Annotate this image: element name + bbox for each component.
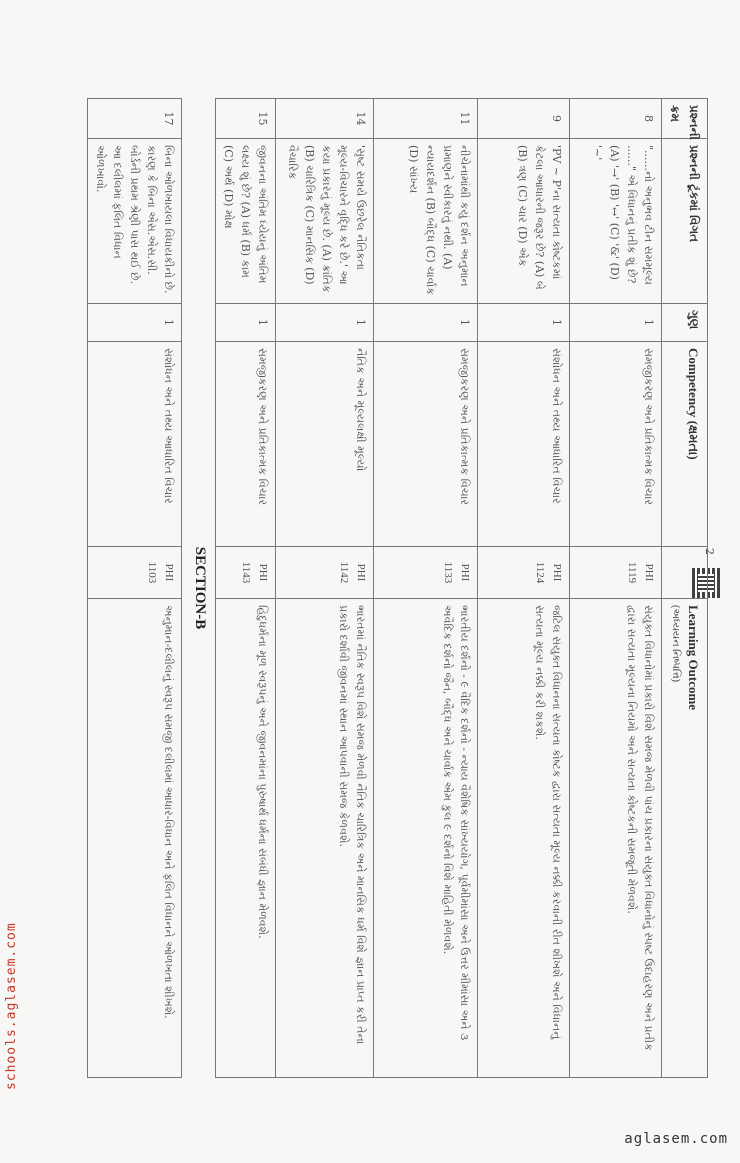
- table-row: [215, 99, 275, 1078]
- question-table-section-a: [215, 98, 708, 1078]
- row-outcome: હિંદુધર્મના મૂળ સ્વરૂપનું અને જીવનમાંના પુરુષાર્થ ધર્મના સંબંધી જ્ઞાન મેળવશે.: [215, 599, 275, 1078]
- page-number: 2: [703, 548, 716, 555]
- table-row: [373, 99, 477, 1078]
- header-competency: Competency (ક્ષમતા): [661, 342, 707, 547]
- row-competency: સંશોધન અને તથ્ય આધારિત વિચાર: [87, 342, 181, 547]
- header-qno: પ્રશ્નની ક્રમ: [661, 99, 707, 139]
- row-code: PHI 1142: [275, 547, 373, 599]
- row-outcome: જટિલ સંયુક્ત વિધાનના સત્યતા કોષ્ટક દ્વારા સત્યતા મૂલ્ય નક્કી કરવાની રીત શીખશે અને વિધાનનું સત્યતા મૂલ્ય નક્કી કરી શકશે.: [477, 599, 569, 1078]
- header-code: [661, 547, 707, 599]
- row-competency: નૈતિક અને મૂલ્યલક્ષી મૂલ્યો: [275, 342, 373, 547]
- row-competency: સમજીકરણ અને પ્રતિકાત્મક વિચાર: [373, 342, 477, 547]
- header-marks: ગુણ: [661, 304, 707, 342]
- side-watermark: schools.aglasem.com: [4, 922, 19, 1090]
- table-row: [275, 99, 373, 1078]
- row-marks: 1: [373, 304, 477, 342]
- row-marks: 1: [275, 304, 373, 342]
- row-marks: 1: [477, 304, 569, 342]
- header-lo-sub: (અધ્યયન નિષ્પત્તિ): [669, 605, 681, 683]
- row-code: PHI 1124: [477, 547, 569, 599]
- row-competency: સમજીકરણ અને પ્રતિકાત્મક વિચાર: [569, 342, 661, 547]
- row-marks: 1: [215, 304, 275, 342]
- row-qno: 17: [87, 99, 181, 139]
- row-qno: 11: [373, 99, 477, 139]
- header-lo-title: Learning Outcome: [686, 605, 701, 711]
- row-outcome: ભારતમાં નૈતિક સ્વરૂપ વિશે સમજ મેળવી નૈતિક ચારિત્રિક અને માનસિક ધર્મ વિશે જ્ઞાન પ્રાપ્ત કરી તેના પ્રકારો દર્શાવી જીવનમાં સ્થાન આપવાની સમજ કેળવશે.: [275, 599, 373, 1078]
- row-marks: 1: [87, 304, 181, 342]
- row-question: બિના ઓળખાયલા વિધાયકીનો છે. કારણ કે બિના એસ.એસ.સી. બોર્ડની પ્રથમ શ્રેણી પાસ થઈ છે. આ દલીલમાં ફલિત વિધાન ઓળખાવો.: [87, 139, 181, 304]
- row-code: PHI 1133: [373, 547, 477, 599]
- table-row: [87, 99, 181, 1078]
- row-competency: સમજીકરણ અને પ્રતિકાત્મક વિચાર: [215, 342, 275, 547]
- rotated-page-content: [93, 98, 708, 1078]
- row-question: જીવનના અંતિમ ધ્યેયનું અંતિમ લક્ષ્ય શું છે? (A) ધર્મ (B) કામ (C) અર્થ (D) મોક્ષ: [215, 139, 275, 304]
- table-row: [477, 99, 569, 1078]
- bottom-watermark: aglasem.com: [624, 1131, 728, 1147]
- row-marks: 1: [569, 304, 661, 342]
- section-b-heading: SECTION-B: [192, 546, 208, 630]
- row-code: PHI 1103: [87, 547, 181, 599]
- header-question: પ્રશ્નની ટૂંકમાં વિગત: [661, 139, 707, 304]
- row-question: નીચેનામાંથી કયું દર્શન અનુમાન પ્રમાણને સ્વીકારતું નથી. (A) ન્યાયદર્શન (B) બૌદ્ધ (C) ચાર્વાક (D) સાંખ્ય: [373, 139, 477, 304]
- row-qno: 15: [215, 99, 275, 139]
- row-code: PHI 1143: [215, 547, 275, 599]
- row-code: PHI 1119: [569, 547, 661, 599]
- row-outcome: અનુમાન-દલીલનું સ્વરૂપ સમજી દલીલમાં આધાર-વિધાન અને ફલિત વિધાનને ઓળખતા શીખશે.: [87, 599, 181, 1078]
- row-outcome: સંયુક્ત વિધાનોમાં પ્રકારો વિશે સમજ મેળવી પાંચ પ્રકારના સંયુક્ત વિધાનોનું સ્પષ્ટ ઉદાહરણ અને પ્રતીક દ્વારા સત્યતા મૂલ્યના નિયમો અને સત્યતા કોષ્ટકની સમજૂતી મેળવશે.: [569, 599, 661, 1078]
- row-qno: 9: [477, 99, 569, 139]
- header-learning-outcome: [661, 599, 707, 1078]
- row-outcome: ભારતીય દર્શનો - ૯ વૈદિક દર્શનો - ન્યાય વૈશેષિક સાંખ્યયોગ, પૂર્વમીમાંસા અને ઉત્તર મીમાંસા અને ૩ અવૈદિક દર્શનો જૈન, બૌદ્ધ અને ચાર્વાક એમ કુલ ૯ દર્શનો વિશે માહિતી મેળવશે.: [373, 599, 477, 1078]
- row-competency: સંશોધન અને તથ્ય આધારિત વિચાર: [477, 342, 569, 547]
- row-question: 'સૃષ્ટ સમયે ઉછરેલ નૈતિકતા મૂલ્ય-વિચારને વૃદ્ધિ કરે છે.' આ કયા પ્રકારનું મૂલ્ય છે. (A) ક્રાંતિક (B) ચારિત્રિક (C) માનસિક (D) વૈચારિક: [275, 139, 373, 304]
- table-header-row: [661, 99, 707, 1078]
- row-question: 'PV ~ P'ના સત્યતા કોષ્ટકમાં કેટલા આધારની જરૂર છે? (A) બે (B) ત્રણ (C) ચાર (D) એક: [477, 139, 569, 304]
- row-qno: 8: [569, 99, 661, 139]
- question-table-section-b: [87, 98, 182, 1078]
- row-question: "......નો અનુભવ ટીન સમમૂલ્ય ......" એ વિધાનનું પ્રતીક શું છે? (A) '→' (B) '↔' (C) '&' (D) '~': [569, 139, 661, 304]
- table-row: [569, 99, 661, 1078]
- row-qno: 14: [275, 99, 373, 139]
